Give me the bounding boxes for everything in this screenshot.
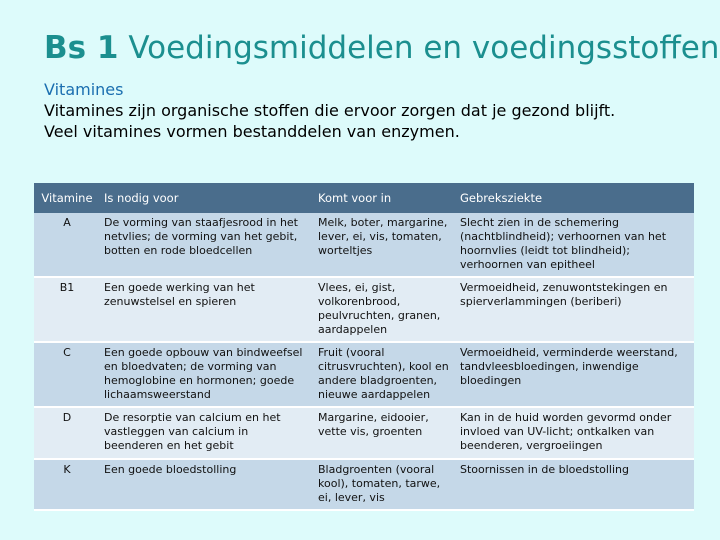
vitamin-cell: A (34, 213, 100, 277)
vitamin-cell: C (34, 342, 100, 407)
table-row (34, 407, 694, 459)
vitamin-cell: B1 (34, 277, 100, 342)
found-cell: Margarine, eidooier, vette vis, groenten (314, 407, 456, 459)
vitamin-table (34, 183, 694, 511)
table-row (34, 459, 694, 510)
vitamin-cell: K (34, 459, 100, 510)
found-cell: Fruit (vooral citrusvruchten), kool en andere bladgroenten, nieuwe aardappelen (314, 342, 456, 407)
disease-cell: Vermoeidheid, zenuwontstekingen en spierverlammingen (beriberi) (456, 277, 694, 342)
disease-cell: Kan in de huid worden gevormd onder invloed van UV-licht; ontkalken van beenderen, vergroeiingen (456, 407, 694, 459)
found-cell: Bladgroenten (vooral kool), tomaten, tarwe, ei, lever, vis (314, 459, 456, 510)
found-cell: Vlees, ei, gist, volkorenbrood, peulvruchten, granen, aardappelen (314, 277, 456, 342)
needed-cell: De vorming van staafjesrood in het netvlies; de vorming van het gebit, botten en rode bloedcellen (100, 213, 314, 277)
needed-cell: Een goede opbouw van bindweefsel en bloedvaten; de vorming van hemoglobine en hormonen; goede lichaamsweerstand (100, 342, 314, 407)
table-row (34, 213, 694, 277)
title-text: Voedingsmiddelen en voedingsstoffen (128, 30, 720, 66)
disease-cell: Slecht zien in de schemering (nachtblindheid); verhoornen van het hoornvlies (leidt tot blindheid); verhoornen van epitheel (456, 213, 694, 277)
needed-cell: Een goede werking van het zenuwstelsel en spieren (100, 277, 314, 342)
header-komt-voor-in: Komt voor in (314, 183, 456, 213)
found-cell: Melk, boter, margarine, lever, ei, vis, tomaten, worteltjes (314, 213, 456, 277)
section-subheading: Vitamines (44, 80, 124, 99)
disease-cell: Vermoeidheid, verminderde weerstand, tandvleesbloedingen, inwendige bloedingen (456, 342, 694, 407)
page-title (44, 30, 719, 66)
intro-line-2: Veel vitamines vormen bestanddelen van enzymen. (44, 122, 460, 141)
table-header-row (34, 183, 694, 213)
disease-cell: Stoornissen in de bloedstolling (456, 459, 694, 510)
needed-cell: Een goede bloedstolling (100, 459, 314, 510)
intro-text (44, 79, 615, 142)
table-row (34, 342, 694, 407)
intro-line-1: Vitamines zijn organische stoffen die ervoor zorgen dat je gezond blijft. (44, 101, 616, 120)
vitamin-cell: D (34, 407, 100, 459)
table-row (34, 277, 694, 342)
header-vitamine: Vitamine (34, 183, 100, 213)
needed-cell: De resorptie van calcium en het vastleggen van calcium in beenderen en het gebit (100, 407, 314, 459)
header-gebreksziekte: Gebreksziekte (456, 183, 694, 213)
title-prefix: Bs 1 (44, 30, 119, 66)
header-is-nodig-voor: Is nodig voor (100, 183, 314, 213)
